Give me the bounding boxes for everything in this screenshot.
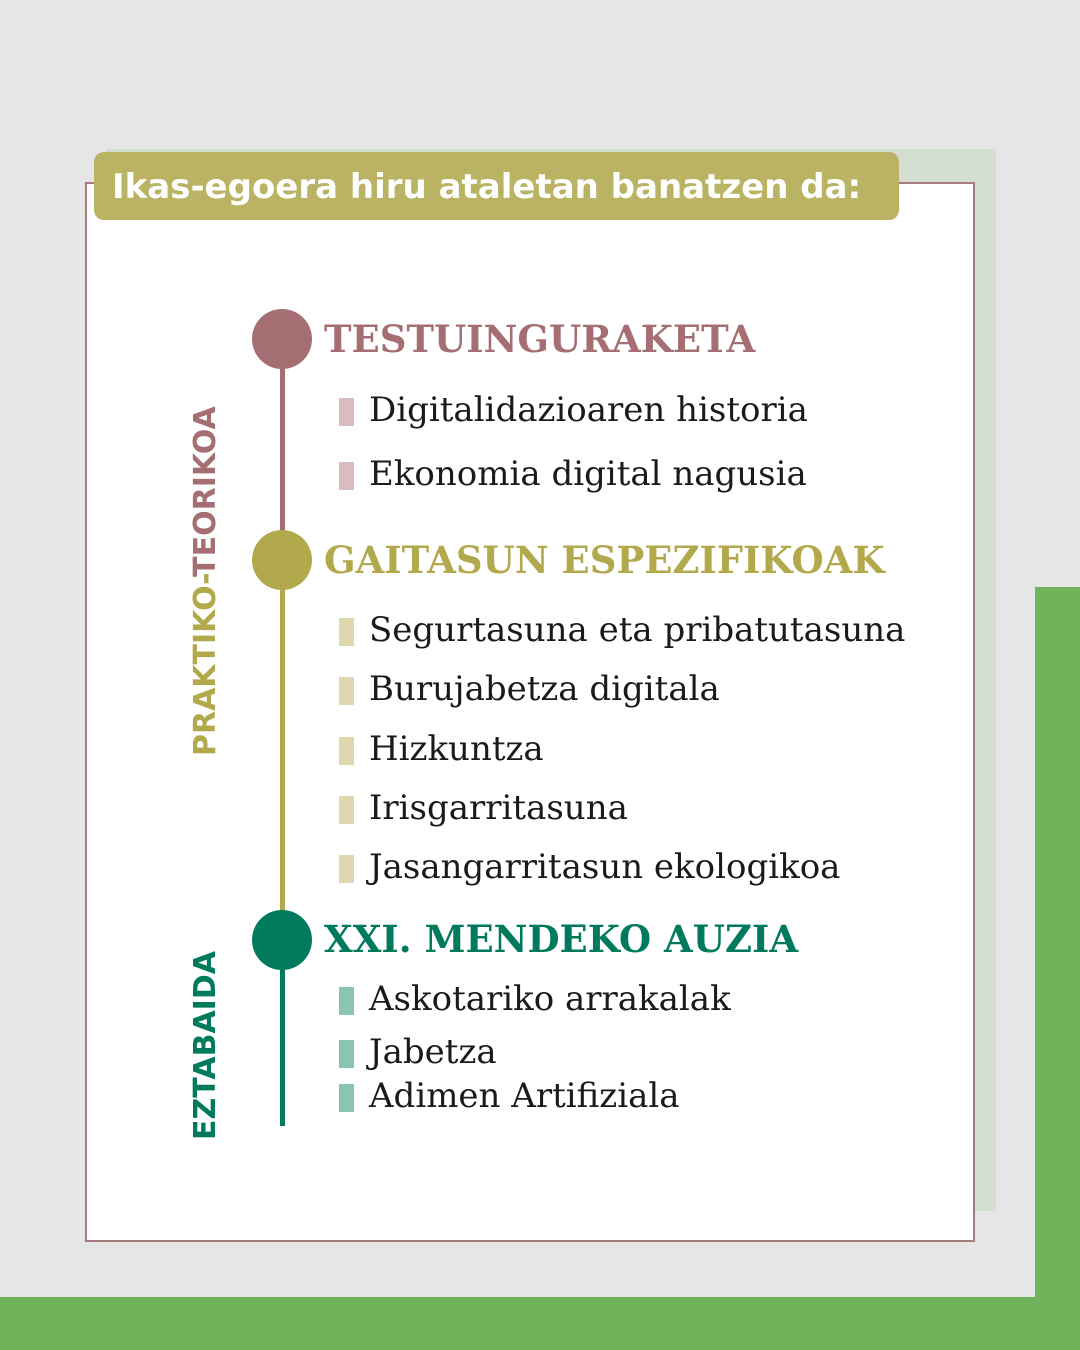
bullet-bar <box>339 1084 354 1112</box>
green-accent-bottom <box>0 1297 1080 1350</box>
green-accent-right <box>1035 587 1080 1350</box>
side-label-part2: TEORIKOA <box>188 406 223 577</box>
timeline-dot-2 <box>252 530 312 590</box>
list-item-text: Jabetza <box>369 1032 497 1072</box>
bullet-bar <box>339 987 354 1015</box>
list-item-text: Burujabetza digitala <box>369 669 720 709</box>
bullet-bar <box>339 462 354 490</box>
bullet-bar <box>339 855 354 883</box>
list-item-text: Ekonomia digital nagusia <box>369 454 807 494</box>
list-item-text: Digitalidazioaren historia <box>369 390 808 430</box>
list-item-text: Segurtasuna eta pribatutasuna <box>369 610 906 650</box>
list-item-text: Jasangarritasun ekologikoa <box>369 847 841 887</box>
header-title: Ikas-egoera hiru ataletan banatzen da: <box>112 167 862 207</box>
side-label-praktiko-teorikoa <box>186 406 226 756</box>
side-label-second: EZTABAIDA <box>188 951 223 1140</box>
timeline-line-2 <box>280 560 285 940</box>
section-title-gaitasun: GAITASUN ESPEZIFIKOAK <box>324 538 885 582</box>
side-label-hyphen: - <box>188 576 223 585</box>
list-item-text: Irisgarritasuna <box>369 788 628 828</box>
list-item-text: Adimen Artifiziala <box>369 1076 680 1116</box>
timeline-dot-1 <box>252 309 312 369</box>
side-label-part1: PRAKTIKO <box>188 584 223 756</box>
section-title-xxi-mendeko-auzia: XXI. MENDEKO AUZIA <box>324 917 799 961</box>
side-label-eztabaida <box>186 951 226 1140</box>
section-title-testuinguraketa: TESTUINGURAKETA <box>324 317 756 361</box>
timeline-dot-3 <box>252 910 312 970</box>
bullet-bar <box>339 796 354 824</box>
bullet-bar <box>339 398 354 426</box>
bullet-bar <box>339 1040 354 1068</box>
list-item-text: Hizkuntza <box>369 729 544 769</box>
bullet-bar <box>339 677 354 705</box>
bullet-bar <box>339 737 354 765</box>
list-item-text: Askotariko arrakalak <box>369 979 731 1019</box>
bullet-bar <box>339 618 354 646</box>
